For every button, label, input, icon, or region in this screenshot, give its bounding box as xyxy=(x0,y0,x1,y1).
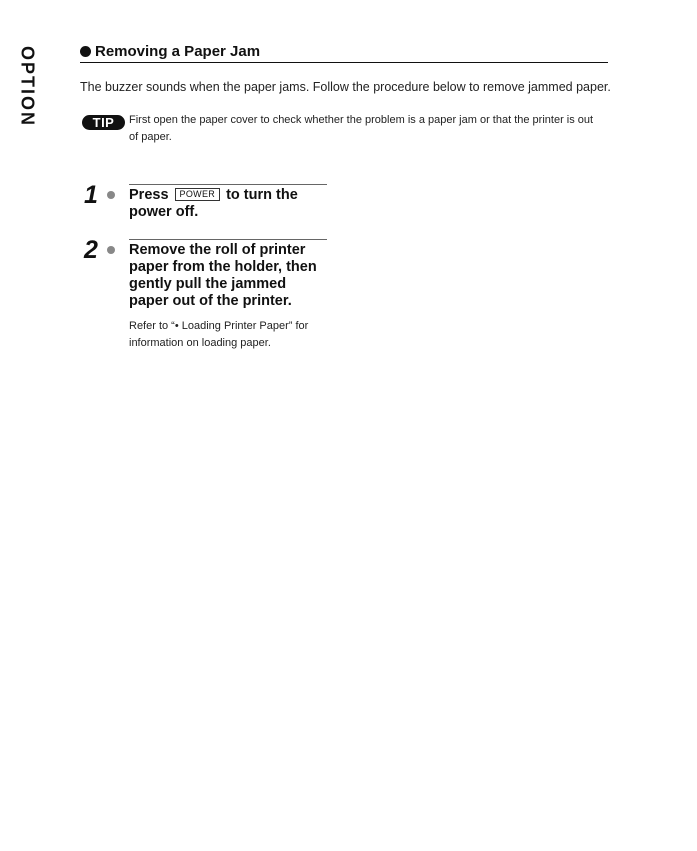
power-key-label: POWER xyxy=(175,188,221,201)
step-2-instruction: Remove the roll of printer paper from the holder, then gently pull the jammed paper out of the printer. xyxy=(129,242,317,309)
bullet-icon xyxy=(80,46,91,57)
tip-badge: TIP xyxy=(82,115,125,130)
side-tab-label: OPTION xyxy=(17,46,38,128)
step-2-divider xyxy=(129,239,327,240)
intro-paragraph: The buzzer sounds when the paper jams. Follow the procedure below to remove jammed paper. xyxy=(80,80,611,94)
step-1-text-before-key: Press xyxy=(129,187,169,203)
step-1-number: 1 xyxy=(84,181,98,209)
section-heading xyxy=(80,43,608,63)
side-tab xyxy=(14,46,40,126)
step-2-bullet-icon xyxy=(107,246,115,254)
step-2-note: Refer to “• Loading Printer Paper” for information on loading paper. xyxy=(129,320,309,349)
tip-text: First open the paper cover to check whether the problem is a paper jam or that the printer is out of paper. xyxy=(129,114,594,143)
step-1-instruction xyxy=(129,187,329,221)
step-1-text-after-key: to turn the power off. xyxy=(129,187,298,220)
section-title: Removing a Paper Jam xyxy=(95,43,261,60)
step-1-divider xyxy=(129,184,327,185)
step-1-bullet-icon xyxy=(107,191,115,199)
step-2-number: 2 xyxy=(84,236,98,264)
